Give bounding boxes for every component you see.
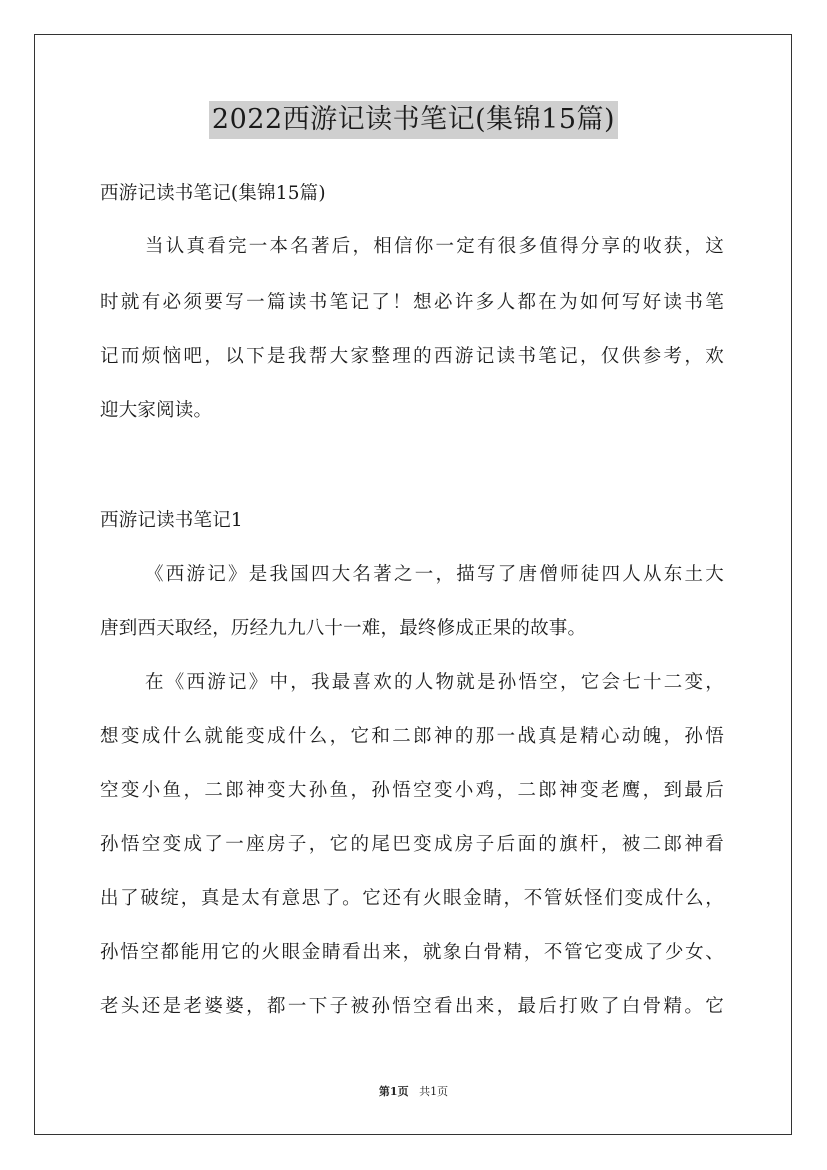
intro-line-3: 记而烦恼吧，以下是我帮大家整理的西游记读书笔记，仅供参考，欢	[100, 346, 724, 367]
page-number-current: 第1页	[378, 1085, 409, 1098]
para2-line-6: 孙悟空都能用它的火眼金睛看出来，就象白骨精，不管它变成了少女、	[100, 942, 724, 963]
para2-line-3: 空变小鱼，二郎神变大孙鱼，孙悟空变小鸡，二郎神变老鹰，到最后	[100, 780, 724, 801]
para1-line-2: 唐到西天取经，历经九九八十一难，最终修成正果的故事。	[100, 618, 587, 639]
intro-line-4: 迎大家阅读。	[100, 400, 213, 421]
para2-line-2: 想变成什么就能变成什么，它和二郎神的那一战真是精心动魄，孙悟	[100, 726, 724, 747]
intro-line-1: 当认真看完一本名著后，相信你一定有很多值得分享的收获，这	[145, 236, 724, 257]
para2-line-7: 老头还是老婆婆，都一下子被孙悟空看出来，最后打败了白骨精。它	[100, 996, 724, 1017]
page-footer	[0, 1084, 827, 1100]
title-container	[0, 101, 827, 139]
para1-line-1: 《西游记》是我国四大名著之一，描写了唐僧师徒四人从东土大	[145, 564, 724, 585]
document-title: 2022西游记读书笔记(集锦15篇)	[209, 101, 618, 139]
para2-line-5: 出了破绽，真是太有意思了。它还有火眼金睛，不管妖怪们变成什么，	[100, 888, 724, 909]
page-number-total: 共1页	[419, 1085, 449, 1098]
document-subtitle: 西游记读书笔记(集锦15篇)	[100, 183, 326, 204]
para2-line-1: 在《西游记》中，我最喜欢的人物就是孙悟空，它会七十二变，	[145, 672, 724, 693]
section-heading-1: 西游记读书笔记1	[100, 510, 243, 531]
para2-line-4: 孙悟空变成了一座房子，它的尾巴变成房子后面的旗杆，被二郎神看	[100, 834, 724, 855]
intro-line-2: 时就有必须要写一篇读书笔记了！想必许多人都在为如何写好读书笔	[100, 292, 724, 313]
